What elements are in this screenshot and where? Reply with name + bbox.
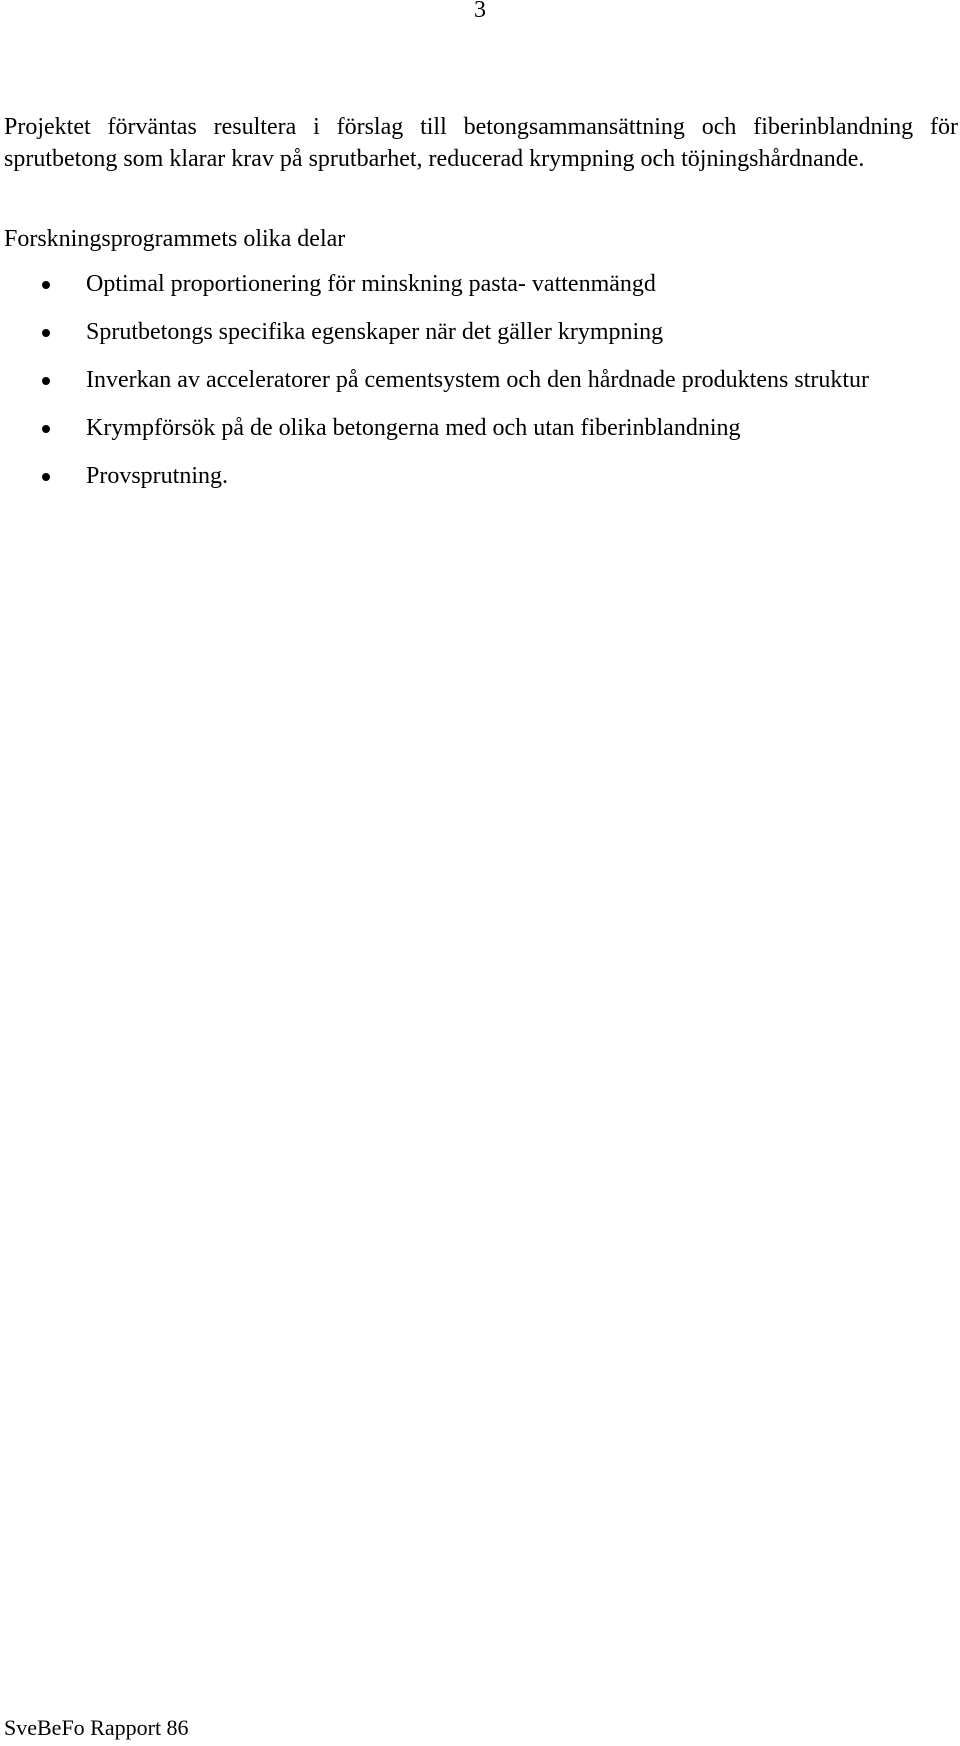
bullet-icon xyxy=(42,281,50,289)
bullet-list xyxy=(0,268,958,508)
section-heading: Forskningsprogrammets olika delar xyxy=(4,226,346,252)
bullet-icon xyxy=(42,425,50,433)
intro-paragraph: Projektet förväntas resultera i förslag till betongsammansättning och fiberinblandning för sprutbetong som klarar krav på sprutbarhet, reducerad krympning och töjningshårdnande. xyxy=(4,114,958,172)
list-item xyxy=(0,460,958,492)
report-footer: SveBeFo Rapport 86 xyxy=(4,1715,189,1740)
page-number: 3 xyxy=(474,0,486,23)
bullet-icon xyxy=(42,377,50,385)
list-item xyxy=(0,268,958,300)
list-item-text: Krympförsök på de olika betongerna med och utan fiberinblandning xyxy=(86,415,741,441)
list-item xyxy=(0,316,958,348)
list-item-text: Inverkan av acceleratorer på cementsystem och den hårdnade produktens struktur xyxy=(86,367,869,393)
list-item-text: Provsprutning. xyxy=(86,463,229,489)
list-item-text: Sprutbetongs specifika egenskaper när det gäller krympning xyxy=(86,319,664,345)
list-item-text: Optimal proportionering för minskning pasta- vattenmängd xyxy=(86,271,656,297)
bullet-icon xyxy=(42,329,50,337)
list-item xyxy=(0,364,958,396)
bullet-icon xyxy=(42,473,50,481)
list-item xyxy=(0,412,958,444)
